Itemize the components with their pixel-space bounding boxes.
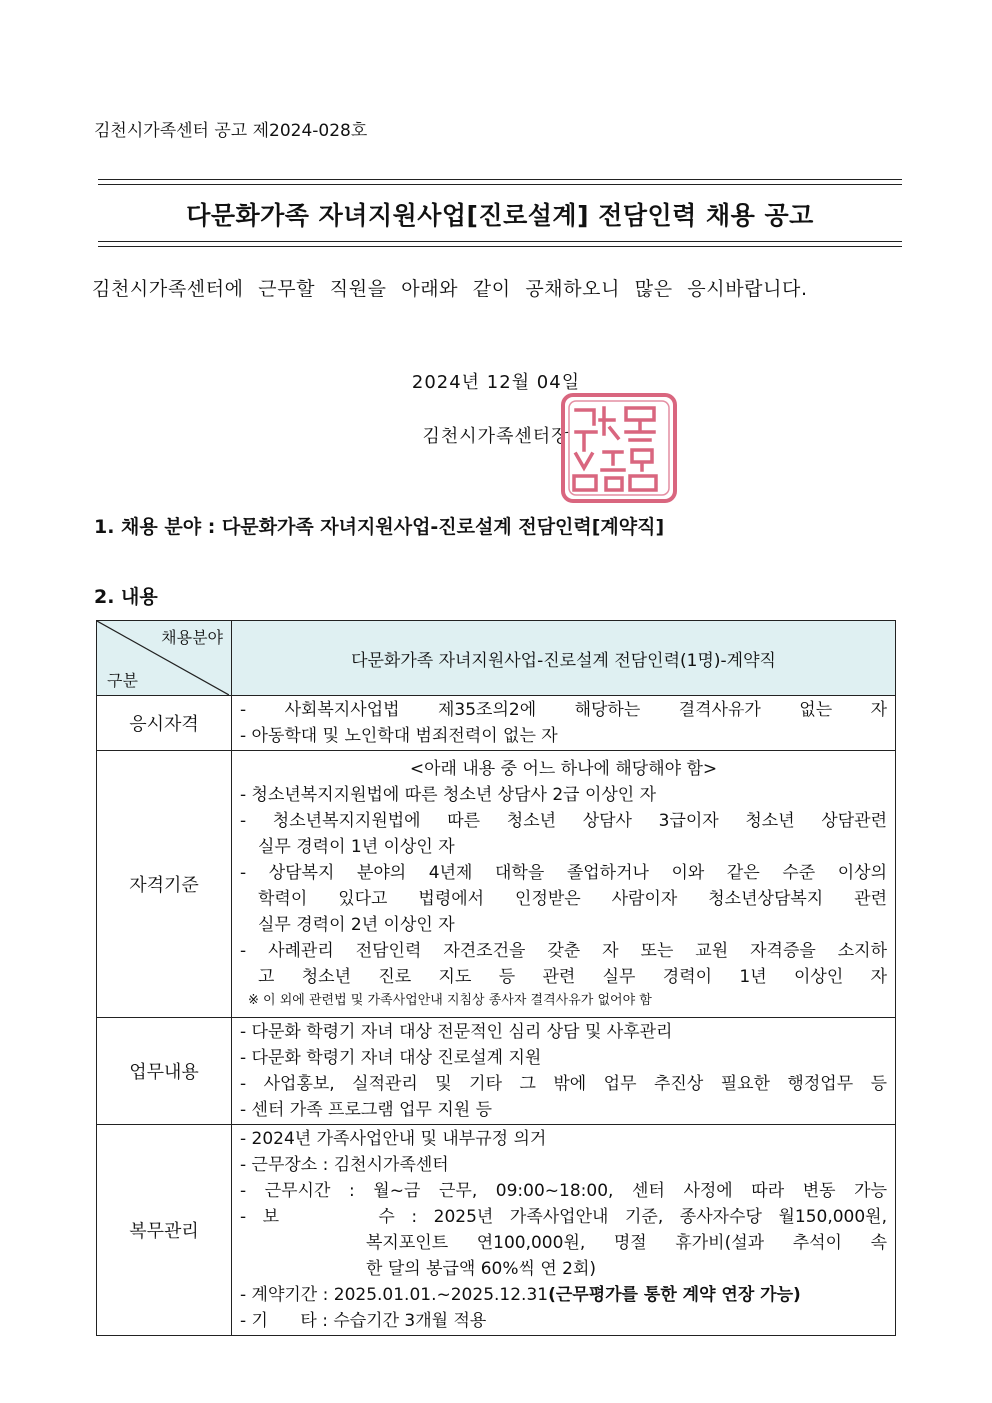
- table-row: [97, 696, 896, 751]
- section-2-heading: 2. 내용: [94, 586, 158, 608]
- list-item: - 근무시간 : 월~금 근무, 09:00~18:00, 센터 사정에 따라 변동 가능: [240, 1181, 887, 1201]
- row-label: 자격기준: [97, 751, 232, 1018]
- table-row: [97, 1125, 896, 1336]
- list-item: 실무 경력이 2년 이상인 자: [258, 915, 455, 935]
- list-item: - 2024년 가족사업안내 및 내부규정 의거: [240, 1129, 547, 1149]
- announcement-date: 2024년 12월 04일: [411, 372, 581, 393]
- row-label: 복무관리: [97, 1125, 232, 1336]
- list-item: - 사회복지사업법 제35조의2에 해당하는 결격사유가 없는 자: [240, 700, 887, 720]
- list-item: - 아동학대 및 노인학대 범죄전력이 없는 자: [240, 726, 558, 746]
- list-item: 학력이 있다고 법령에서 인정받은 사람이자 청소년상담복지 관련: [258, 889, 887, 909]
- notice-number: 김천시가족센터 공고 제2024-028호: [94, 121, 368, 141]
- list-item: - 근무장소 : 김천시가족센터: [240, 1155, 449, 1175]
- row-label: 응시자격: [97, 696, 232, 751]
- criteria-heading: <아래 내용 중 어느 하나에 해당해야 함>: [409, 759, 718, 779]
- intro-text: 김천시가족센터에 근무할 직원을 아래와 같이 공채하오니 많은 응시바랍니다.: [92, 278, 808, 300]
- recruitment-table: [96, 620, 896, 1336]
- signer-name: 김천시가족센터장: [422, 426, 570, 447]
- list-item: - 센터 가족 프로그램 업무 지원 등: [240, 1100, 493, 1120]
- row-label: 업무내용: [97, 1018, 232, 1125]
- list-item: 복지포인트 연100,000원, 명절 휴가비(설과 추석이 속: [366, 1233, 887, 1253]
- corner-row-label: 구분: [107, 671, 138, 690]
- list-item: - 보 수 : 2025년 가족사업안내 기준, 종사자수당 월150,000원,: [240, 1207, 887, 1227]
- list-item: - 청소년복지지원법에 따른 청소년 상담사 2급 이상인 자: [240, 785, 657, 805]
- list-item: - 다문화 학령기 자녀 대상 전문적인 심리 상담 및 사후관리: [240, 1022, 673, 1042]
- title-rule-top-1: [98, 179, 902, 180]
- table-header-row: [97, 621, 896, 696]
- table-header-position: 다문화가족 자녀지원사업-진로설계 전담인력(1명)-계약직: [232, 621, 896, 696]
- list-item: - 사례관리 전담인력 자견조건을 갖춘 자 또는 교원 자격증을 소지하: [240, 941, 887, 961]
- contract-extension-note: (근무평가를 통한 계약 연장 가능): [548, 1285, 801, 1305]
- row-content: [232, 696, 896, 751]
- section-1-heading: 1. 채용 분야 : 다문화가족 자녀지원사업-진로설계 전담인력[계약직]: [94, 516, 665, 538]
- row-content: [232, 751, 896, 1018]
- contract-period: - 계약기간 : 2025.01.01.~2025.12.31: [240, 1285, 549, 1305]
- title-rule-bottom-1: [98, 241, 902, 242]
- table-row: [97, 1018, 896, 1125]
- title-rule-bottom-2: [98, 246, 902, 247]
- list-item: 실무 경력이 1년 이상인 자: [258, 837, 455, 857]
- list-item: [240, 1282, 887, 1308]
- list-item: 고 청소년 진로 지도 등 관련 실무 경력이 1년 이상인 자: [258, 967, 887, 987]
- title-rule-top-2: [98, 184, 902, 185]
- list-item: - 다문화 학령기 자녀 대상 진로설계 지원: [240, 1048, 542, 1068]
- corner-column-label: 채용분야: [161, 628, 223, 647]
- criteria-note: ※ 이 외에 관련법 및 가족사업안내 지침상 종사자 결격사유가 없어야 함: [248, 993, 652, 1008]
- row-content: [232, 1125, 896, 1336]
- list-item: - 기 타 : 수습기간 3개월 적용: [240, 1311, 487, 1331]
- table-corner-cell: [97, 621, 232, 696]
- row-content: [232, 1018, 896, 1125]
- official-seal-icon: [560, 392, 678, 504]
- list-item: 한 달의 봉급액 60%씩 연 2회): [366, 1259, 597, 1279]
- list-item: - 상담복지 분야의 4년제 대학을 졸업하거나 이와 같은 수준 이상의: [240, 863, 887, 883]
- list-item: - 사업홍보, 실적관리 및 기타 그 밖에 업무 추진상 필요한 행정업무 등: [240, 1074, 887, 1094]
- list-item: - 청소년복지지원법에 따른 청소년 상담사 3급이자 청소년 상담관련: [240, 811, 887, 831]
- page-title: 다문화가족 자녀지원사업[진로설계] 전담인력 채용 공고: [186, 201, 814, 230]
- table-row: [97, 751, 896, 1018]
